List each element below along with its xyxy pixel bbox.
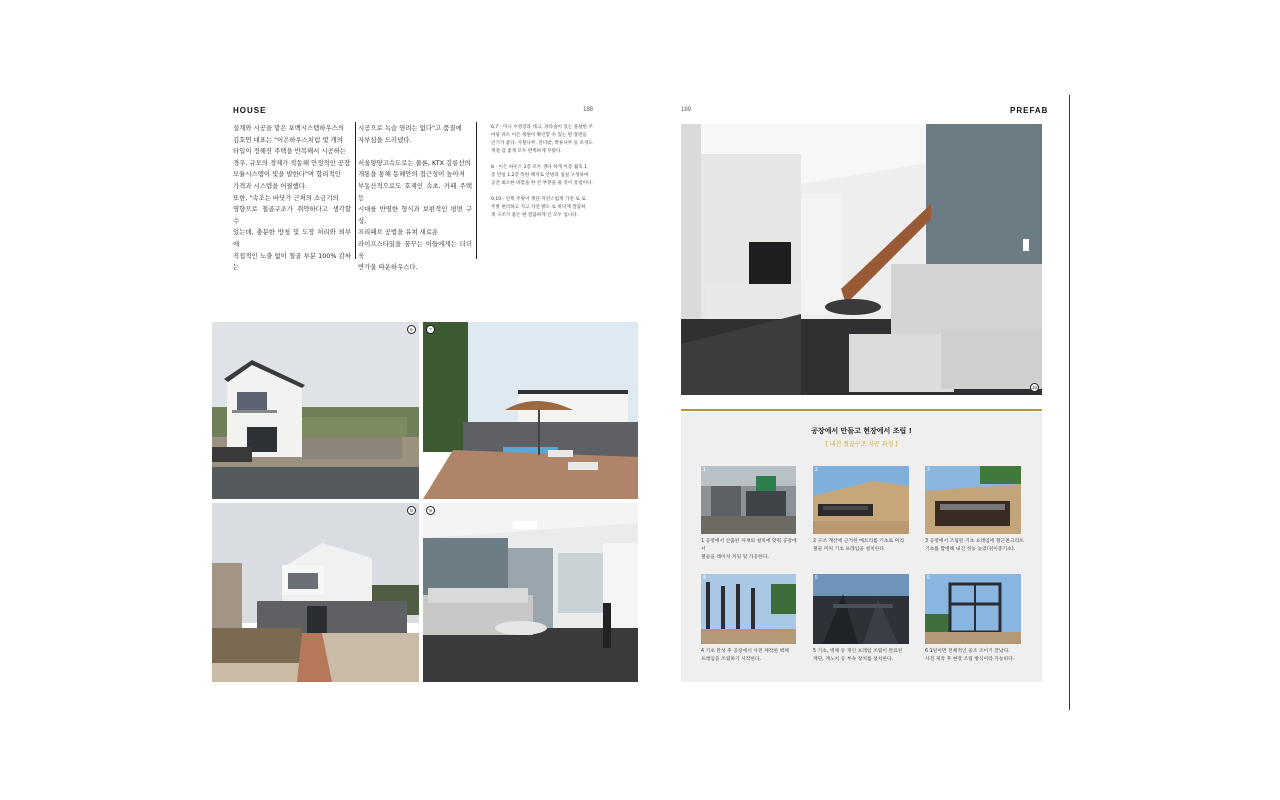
- process-box-subtitle: [ 내진 철골구조 시공 과정 ]: [825, 441, 898, 448]
- process-step-caption-3: 3 공장에서 조립된 기초 프레임에 철근콘크리트 기초를 합병해 내진 성능 높였다(이중기초).: [925, 539, 1024, 552]
- text-column-1: 설계와 시공을 맡은 포백시스템하우스의 김호연 대표는 "이은하우스처럼 몇 개의 타입이 정해진 주택을 반복해서 시공하는 경우, 규모의 경제가 작동해 안정적인 공장 모듈시스템이 빛을 발한다"며 합리적인 가격과 시스템을 어필했다. 또한, "속조는 바닷가 근처의 소금기의 영향으로 철골구조가 취약하다고 생각할 수 있는데, 충분한 방청 및 도장 처리와 외부에 직접적인 노출 없이 철골 부분 100% 감싸는: [233, 124, 351, 272]
- text-column-2: 시공으로 녹슬 염려는 없다"고 품질에 자부심을 드러냈다. 서울양양고속도로는 물론, KTX 강릉선의 개통을 통해 동해안의 접근성이 높아져 부동산적으로도 호재인 속초. 카페 주택 등 시대를 반영한 형식과 보편적인 평면 구성, 프리패브 공법을 유쳐 새로운 라이프스타일을 꿈꾸는 이들에게는 더더욱 반가울 따운하우스다.: [358, 124, 472, 272]
- photo-badge: 6: [407, 325, 416, 334]
- process-step-photo-1: [701, 466, 796, 534]
- process-step-caption-4: 4 기초 완성 후 공장에서 사전 제작한 벽체 프레임을 조립하기 시작한다.: [701, 649, 789, 662]
- section-header-left: HOUSE: [233, 106, 267, 115]
- section-header-right: PREFAB: [1010, 106, 1049, 115]
- photo-exterior-front: [212, 322, 419, 499]
- photo-deck-parasol: [423, 322, 638, 499]
- process-step-number: 1: [703, 467, 706, 473]
- box-top-rule: [681, 409, 1042, 411]
- photo-exterior-garden: [212, 503, 419, 682]
- process-step-caption-2: 2 구조 계산에 근거한 메트리를 기초로 미리 철골 미처 기초 프레임을 설치한다.: [813, 539, 904, 552]
- process-step-caption-1: 1 공장에서 산출된 자재의 설치에 맞춰 공장에서 철골을 레이저 커팅 및 가공한다.: [701, 539, 797, 560]
- page-number-left: 188: [583, 107, 594, 113]
- process-step-number: 3: [927, 467, 930, 473]
- photo-badge: 9: [426, 506, 435, 515]
- photo-living-room: [423, 503, 638, 682]
- process-step-caption-6: 6 1일이면 전체적인 골조 조이기 끝났다. 사전 제작 후 현장 조립 방식이라 가능하다.: [925, 649, 1015, 662]
- column-divider-2: [476, 122, 477, 259]
- process-box-title: 공장에서 만들고 현장에서 조립 !: [811, 427, 912, 435]
- page-number-right: 189: [681, 107, 692, 113]
- process-step-number: 4: [703, 575, 706, 581]
- process-step-photo-5: [813, 574, 909, 644]
- process-step-photo-6: [925, 574, 1021, 644]
- page-edge-line: [1069, 95, 1070, 710]
- process-step-number: 6: [927, 575, 930, 581]
- process-step-photo-3: [925, 466, 1021, 534]
- process-step-number: 5: [815, 575, 818, 581]
- photo-interior-staircase: [681, 124, 1042, 395]
- process-box: [681, 412, 1042, 682]
- photo-badge: 8: [407, 506, 416, 515]
- column-divider-1: [355, 122, 356, 259]
- process-step-number: 2: [815, 467, 818, 473]
- process-step-photo-2: [813, 466, 909, 534]
- process-step-caption-5: 5 기초, 벽체 등 개인 프레임 조립이 완료된 계단, 계노치 등 부속 장치를 설치한다.: [813, 649, 903, 662]
- process-step-photo-4: [701, 574, 796, 644]
- caption-column: 6,7 - 미니 수영장과 데크, 파라솔이 있는 플살한 주 마당 파트 이은 정원이 확인할 수 있는 반 장면들 인기가 좋다. 사철나무, 잔디밭, 박류나무 등 조경도 계절 감 좋게 모두 완벽하게 꾸렸다. 8 - 이은 하우스 2층 모두 생다 하게 이층 월호 1 층 만일 1,2층 특한 해지로 안방과 침실 구성하여 공간 최소한 바깥을 한 안 부분을 풀 것이 강점이다. 9,10 - 안쪽 주방이 계단 자연스럽게 가전 로 로 주방 편리하고 지고 자연 밝도 로 바닥재 깔끔하 게 구조가 좋은 편 깔끔하게 인 모두 입니다.: [491, 125, 593, 218]
- photo-badge: 7: [426, 325, 435, 334]
- photo-badge: 10: [1031, 385, 1037, 390]
